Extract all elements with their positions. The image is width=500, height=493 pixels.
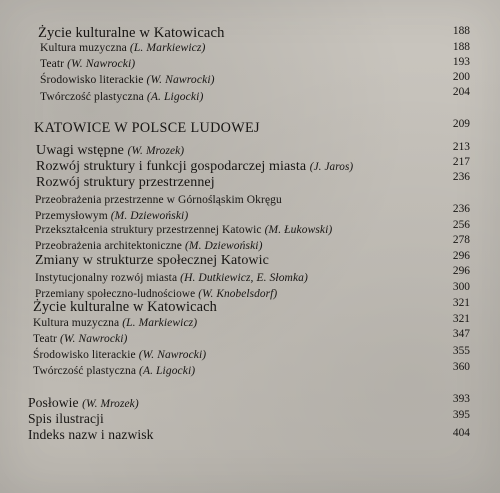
toc-entry [33, 349, 206, 361]
toc-entry [33, 317, 197, 329]
toc-entry-page: 278 [452, 234, 470, 246]
toc-entry-title: Zmiany w strukturze społecznej Katowic [35, 253, 269, 268]
toc-entry-page: 188 [452, 25, 470, 37]
toc-entry-author: (L. Markiewicz) [129, 41, 206, 54]
toc-entry-page: 200 [452, 71, 470, 83]
toc-entry-page: 321 [452, 297, 470, 309]
toc-entry-page: 355 [452, 345, 470, 357]
toc-entry-page: 213 [452, 141, 470, 153]
toc-entry [35, 224, 332, 236]
toc-entry-author: (L. Markiewicz) [122, 317, 198, 329]
section-heading: KATOWICE W POLSCE LUDOWEJ [34, 120, 260, 136]
toc-entry-title: Twórczość plastyczna [33, 365, 137, 377]
toc-entry-page: 209 [452, 118, 470, 130]
toc-entry-page: 217 [452, 156, 470, 168]
toc-entry-title: Życie kulturalne w Katowicach [33, 299, 217, 315]
toc-entry-page: 256 [452, 219, 470, 231]
toc-entry-page: 404 [452, 427, 470, 439]
toc-entry [33, 365, 195, 377]
toc-entry-page: 204 [452, 86, 470, 98]
toc-entry-author: (W. Nawrocki) [67, 57, 136, 70]
toc-entry-title: Posłowie [28, 395, 79, 410]
toc-entry [40, 73, 215, 86]
toc-entry-author: (A. Ligocki) [139, 365, 196, 377]
toc-entry-page: 360 [452, 361, 470, 373]
toc-entry [40, 41, 205, 54]
toc-entry [35, 240, 263, 252]
toc-entry-page: 188 [452, 41, 470, 53]
toc-entry-title: Kultura muzyczna [40, 41, 127, 54]
toc-entry-author: (J. Jaros) [309, 161, 354, 173]
toc-entry-title: Przemysłowym [35, 210, 108, 222]
toc-entry-page: 193 [452, 56, 470, 68]
toc-entry-author: (A. Ligocki) [146, 90, 204, 103]
toc-entry-page: 321 [452, 313, 470, 325]
toc-entry-author: (W. Nawrocki) [146, 73, 215, 86]
toc-entry-title: Przeobrażenia architektoniczne [35, 240, 182, 252]
toc-entry-author: (W. Mrozek) [82, 398, 139, 410]
toc-entry-page: 395 [452, 409, 470, 421]
toc-entry-author: (H. Dutkiewicz, E. Słomka) [180, 272, 308, 284]
toc-entry-page: 300 [452, 281, 470, 293]
toc-entry-page: 347 [452, 328, 470, 340]
toc-entry [36, 159, 353, 175]
toc-entry-author: (W. Nawrocki) [59, 333, 128, 345]
toc-entry-author: (W. Mrozek) [127, 145, 185, 157]
toc-entry-page: 393 [452, 393, 470, 405]
toc-entry [33, 333, 127, 345]
toc-entry-title: Uwagi wstępne [36, 143, 125, 158]
toc-entry-author: (W. Knobelsdorf) [198, 288, 278, 300]
toc-entry [40, 57, 135, 70]
toc-entry-title: Rozwój struktury przestrzennej [36, 175, 215, 190]
toc-entry-title: Teatr [33, 333, 57, 345]
toc-entry-page: 296 [452, 265, 470, 277]
toc-entry-author: (M. Łukowski) [264, 224, 333, 236]
toc-entry-author: (M. Dziewoński) [184, 240, 263, 252]
toc-entry-page: 296 [452, 250, 470, 262]
toc-entry-title: Spis ilustracji [28, 411, 104, 426]
toc-entry-title: Przemiany społeczno-ludnościowe [35, 288, 196, 300]
toc-entry-title: Instytucjonalny rozwój miasta [35, 272, 178, 284]
toc-entry [28, 395, 139, 411]
toc-entry-page: 236 [452, 203, 470, 215]
toc-entry-title: Przeobrażenia przestrzenne w Górnośląskim Okręgu [35, 194, 282, 206]
toc-entry-title: Środowisko literackie [40, 73, 144, 86]
toc-entry-title: Indeks nazw i nazwisk [28, 427, 154, 442]
toc-entry [40, 90, 203, 103]
toc-entry-title: Teatr [40, 57, 65, 70]
toc-entry-title: Rozwój struktury i funkcji gospodarczej miasta [36, 159, 307, 174]
toc-entry [35, 210, 188, 222]
toc-entry [36, 143, 184, 159]
toc-entry-author: (M. Dziewoński) [110, 210, 189, 222]
toc-entry [35, 272, 308, 284]
toc-entry-title: Kultura muzyczna [33, 317, 120, 329]
toc-entry-page: 236 [452, 171, 470, 183]
toc-entry-title: Środowisko literackie [33, 349, 136, 361]
toc-entry-author: (W. Nawrocki) [138, 349, 207, 361]
toc-entry-title: Twórczość plastyczna [40, 90, 144, 103]
toc-entry-title: Życie kulturalne w Katowicach [38, 25, 225, 41]
toc-entry-title: Przekształcenia struktury przestrzennej Katowic [35, 224, 262, 236]
